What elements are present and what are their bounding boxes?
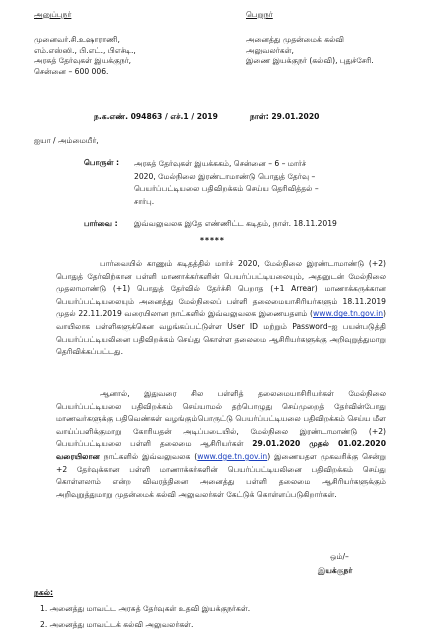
reference-label: பார்வை : — [84, 219, 118, 228]
subject-line: அரசுத் தேர்வுகள் இயக்ககம், சென்னை – 6 – மார்ச் — [134, 159, 307, 168]
paragraph-text: ) வாயிலாக பள்ளிகளுக்கென வழங்கப்பட்டுள்ள User ID மற்றும் Password–ஐ பயன்படுத்தி பெயர்ப்பட்டியலினை பதிவிறக்கம் செய்து கொள்ள தலைமை ஆசிரியர்களுக்கு அறிவுறுத்துமாறு தெரிவிக்கப்பட்டது. — [56, 309, 386, 357]
signature: ஒம்/– — [330, 552, 349, 561]
reference-text: இவ்வலுவலக இதே எண்ணிட்ட கடிதம், நாள். 18.11.2019 — [134, 219, 337, 228]
from-label: அனுப்புநர் — [34, 10, 72, 19]
paragraph-text: பார்வையில் காணும் கடிதத்தில் மார்ச் 2020, மேல்நிலை இரண்டாமாண்டு (+2) பொதுத் தேர்விற்கான பள்ளி மாணாக்கர்களின் பெயர்ப்பட்டியலையும், அதனுடன் மேல்நிலை முதலாமாண்டு (+1) பொதுத் தேர்வில் தேர்ச்சி பெறாத (+1 Arrear) மாணாக்கருக்கான பெயர்ப்பட்டியலையும் அனைத்து மேல்நிலைப் பள்ளி தலைமையாசிரியர்களும் 18.11.2019 முதல் 22.11.2019 வரையிலான நாட்களில் இவ்வலுவலக இணையதளம் ( — [56, 259, 386, 319]
sender-line: அரசுத் தேர்வுகள் இயக்குநர், — [34, 56, 132, 65]
highlighted-dates: 29.01.2020 முதல் 01.02.2020 வரையிலான — [56, 439, 386, 461]
recipient-line: அலுவலர்கள், — [246, 45, 294, 55]
subject-line: 2020, மேல்நிலை இரண்டாமாண்டு பொதுத் தேர்வு – — [134, 171, 316, 181]
recipient-line: இணை இயக்குநர் (கல்வி), புதுச்சேரி. — [246, 56, 374, 65]
subject-line: பெயர்ப்பட்டியலை பதிவிறக்கம் செய்ய தெரிவித்தல் – — [134, 184, 319, 193]
website-link[interactable]: www.dge.tn.gov.in — [197, 451, 268, 461]
subject-label: பொருள் : — [84, 158, 120, 167]
subject-line: சார்பு. — [134, 196, 155, 206]
recipient-line: அனைத்து முதன்மைக் கல்வி — [246, 35, 345, 44]
paragraph-text: நாட்களில் இவ்வலுவலக ( — [99, 451, 198, 461]
reference-number: ந.க.எண். 094863 / எச்.1 / 2019 — [94, 112, 218, 121]
sender-line: சென்னை – 600 006. — [34, 66, 109, 76]
website-link[interactable]: www.dge.tn.gov.in — [313, 309, 384, 319]
separator-stars: ***** — [200, 236, 225, 245]
sender-line: முனைவர்.சி.உஷாராணி, — [34, 35, 120, 44]
copy-recipient: 2. அனைத்து மாவட்டக் கல்வி அலுவலர்கள். — [40, 620, 194, 629]
sender-address — [34, 35, 136, 77]
recipient-address — [246, 35, 374, 67]
copy-label: நகல்: — [34, 588, 54, 597]
paragraph-text: ஆனால், இதுவரை சில பள்ளித் தலைமையாசிரியர்கள் மேல்நிலை பெயர்ப்பட்டியலை பதிவிறக்கம் செய்யாமல் தற்பொழுது செய்முறைத் தேர்வின்போது மாணவர்களுக்கு பதிவெண்கள் வழங்கும்பொருட்டு பெயர்ப்பட்டியலை பதிவிறக்கம் செய்ய மீள வாய்ப்பளிக்குமாறு கோரியதன் அடிப்படையில், மேல்நிலை இரண்டாமாண்டு (+2) பெயர்ப்பட்டியலை பள்ளி தலைமை ஆசிரியர்கள் — [56, 389, 386, 449]
subject-text — [134, 158, 319, 208]
paragraph-text: ) இணையதள முகவரிக்கு சென்று +2 தேர்வுக்கான பள்ளி மாணாக்கர்களின் பெயர்ப்பட்டியலினை பதிவிறக்கம் செய்து கொள்ளலாம் என்ற விவரத்தினை அனைத்து பள்ளி தலைமை ஆசிரியர்களுக்கும் அறிவுறுத்துமாறு முதன்மைக் கல்வி அலுவலர்கள் கேட்டுக் கொள்ளப்படுகிறார்கள். — [56, 451, 386, 499]
body-paragraph-2 — [56, 388, 386, 501]
to-label: பெறுநர் — [246, 10, 273, 19]
body-paragraph-1 — [56, 258, 386, 359]
copy-recipient: 1. அனைத்து மாவட்ட அரசுத் தேர்வுகள் உதவி இயக்குநர்கள். — [40, 604, 251, 613]
sender-line: எம்.எஸ்ஸி., பி.எட்., பிஎச்டி., — [34, 45, 136, 55]
letter-date: நாள்: 29.01.2020 — [250, 112, 320, 121]
signatory-title: இயக்குநர் — [318, 566, 353, 575]
salutation: ஐயா / அம்மையீர், — [34, 136, 99, 145]
